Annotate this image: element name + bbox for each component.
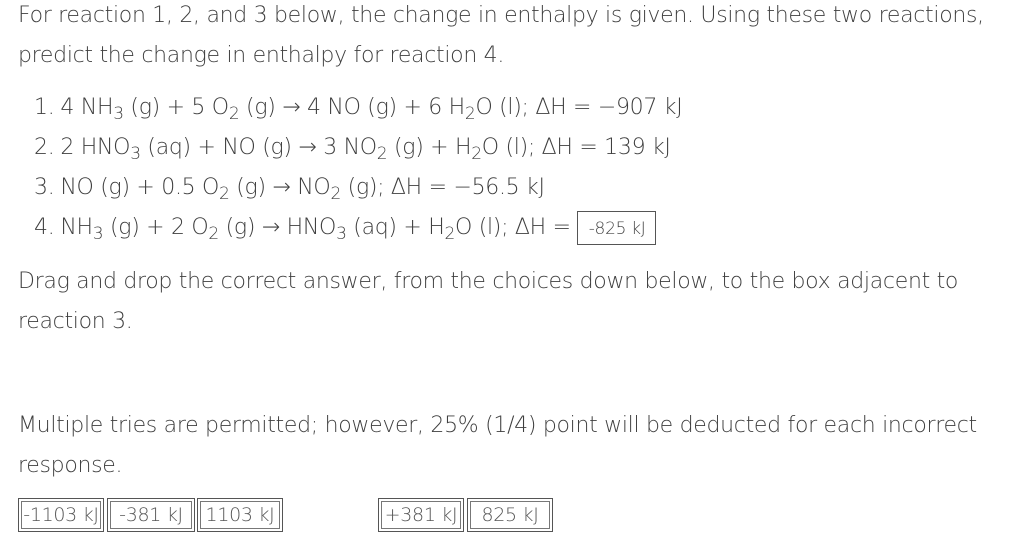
subscript: 2 bbox=[228, 104, 240, 124]
choice-chip[interactable]: -381 kJ bbox=[107, 498, 195, 532]
answer-drop-box[interactable]: -825 kJ bbox=[577, 211, 657, 245]
choice-chip[interactable]: 825 kJ bbox=[467, 498, 553, 532]
reaction-number: 1. bbox=[34, 95, 55, 120]
reaction-number: 2. bbox=[34, 135, 55, 160]
subscript: 3 bbox=[130, 144, 141, 164]
subscript: 3 bbox=[92, 224, 104, 244]
reaction-3 bbox=[34, 168, 682, 208]
subscript: 2 bbox=[444, 224, 455, 244]
subscript: 2 bbox=[208, 224, 219, 244]
subscript: 2 bbox=[219, 184, 230, 204]
reaction-number: 3. bbox=[34, 175, 55, 200]
subscript: 2 bbox=[471, 144, 482, 164]
subscript: 3 bbox=[336, 224, 347, 244]
subscript: 2 bbox=[464, 104, 476, 124]
reaction-number: 4. bbox=[34, 215, 55, 240]
intro-line-1: For reaction 1, 2, and 3 below, the change in enthalpy is given. Using these two reactions, bbox=[18, 3, 984, 28]
subscript: 2 bbox=[376, 144, 388, 164]
subscript: 2 bbox=[330, 184, 341, 204]
reaction-2 bbox=[34, 128, 682, 168]
reaction-1 bbox=[34, 88, 682, 128]
tries-notice-line-2: response. bbox=[18, 453, 123, 478]
tries-notice bbox=[18, 406, 1008, 486]
tries-notice-line-1: Multiple tries are permitted; however, 25% (1/4) point will be deducted for each incorrect bbox=[18, 413, 977, 438]
drag-instructions-line-1: Drag and drop the correct answer, from the choices down below, to the box adjacent to bbox=[18, 269, 959, 294]
reaction-list bbox=[34, 88, 682, 248]
choice-chip[interactable]: +381 kJ bbox=[378, 498, 464, 532]
reaction-equation: NO (g) + 0.5 $O_2$ $(g) \to NO_2$ (g); ΔH = −56.5 kJ bbox=[60, 175, 545, 204]
choice-chip[interactable]: -1103 kJ bbox=[18, 498, 104, 532]
answer-choices bbox=[0, 498, 1024, 534]
subscript: 3 bbox=[113, 104, 124, 124]
question-intro bbox=[18, 0, 1008, 76]
drag-instructions-line-2: reaction 3. bbox=[18, 309, 133, 334]
drag-instructions bbox=[18, 262, 1008, 342]
reaction-4 bbox=[34, 208, 682, 248]
reaction-equation: 2 $HNO_3$ (aq) + NO (g) → 3 $NO_2$ $(g) + H_2O$ (l); ΔH = 139 kJ bbox=[60, 135, 671, 164]
intro-line-2: predict the change in enthalpy for reaction 4. bbox=[18, 43, 505, 68]
choice-chip[interactable]: 1103 kJ bbox=[197, 498, 283, 532]
reaction-equation: $NH_3$ (g) + 2 $O_2$ $(g) \to HNO_3$ $(aq) + H_2O$ (l); ΔH = bbox=[60, 215, 571, 244]
reaction-equation: 4 $NH_3$ (g) + 5 $O_2$ (g) → 4 NO (g) + 6 $H_2O$ (l); ΔH = −907 kJ bbox=[60, 95, 683, 124]
